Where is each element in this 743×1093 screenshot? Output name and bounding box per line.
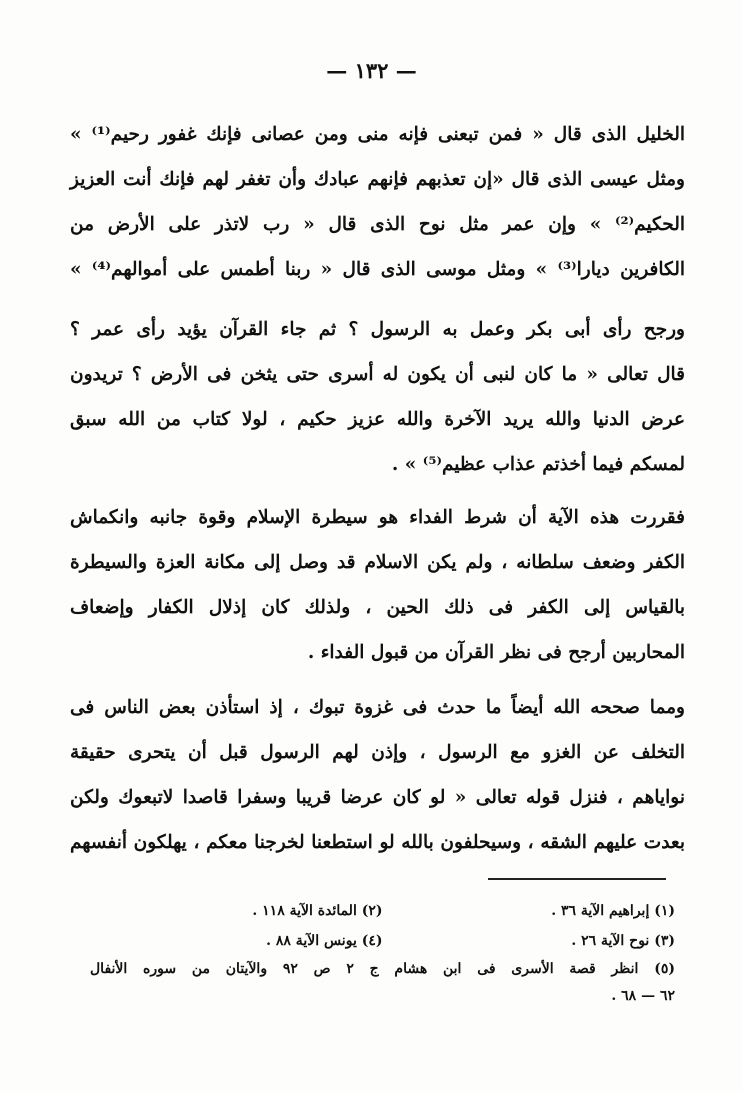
- footnote-3: (٣) نوح الآية ٢٦ .: [571, 933, 675, 949]
- text-line: المحاربين أرجح فى نظر القرآن من قبول الفداء .: [307, 642, 685, 663]
- text-line: الخليل الذى قال « فمن تبعنى فإنه منى ومن عصانى فإنك غفور رحيم⁽¹⁾ »: [70, 124, 685, 145]
- text-line: ومما صححه الله أيضاً ما حدث فى غزوة تبوك ، إذ استأذن بعض الناس فى: [70, 697, 685, 718]
- text-line: الحكيم⁽²⁾ » وإن عمر مثل نوح الذى قال « رب لاتذر على الأرض من: [70, 214, 685, 235]
- text-line: ومثل عيسى الذى قال «إن تعذبهم فإنهم عبادك وأن تغفر لهم فإنك أنت العزيز: [70, 169, 685, 190]
- text-line: نواياهم ، فنزل قوله تعالى « لو كان عرضا قريبا وسفرا قاصدا لاتبعوك ولكن: [70, 787, 685, 808]
- text-line: بالقياس إلى الكفر فى ذلك الحين ، ولذلك كان إذلال الكفار وإضعاف: [70, 597, 685, 618]
- text-line: قال تعالى « ما كان لنبى أن يكون له أسرى حتى يثخن فى الأرض ؟ تريدون: [70, 364, 685, 385]
- footnote-4: (٤) يونس الآية ٨٨ .: [266, 933, 383, 949]
- footnote-2: (٢) المائدة الآية ١١٨ .: [252, 903, 383, 919]
- footnote-1: (١) إبراهيم الآية ٣٦ .: [551, 903, 675, 919]
- paragraph-3: [70, 495, 685, 675]
- footnote-row: [90, 926, 675, 956]
- text-line: فقررت هذه الآية أن شرط الفداء هو سيطرة الإسلام وقوة جانبه وانكماش: [70, 507, 685, 528]
- text-line: الكفر وضعف سلطانه ، ولم يكن الاسلام قد وصل إلى مكانة العزة والسيطرة: [70, 552, 685, 573]
- text-line: عرض الدنيا والله يريد الآخرة والله عزيز حكيم ، لولا كتاب من الله سبق: [70, 409, 685, 430]
- text-line: ورجح رأى أبى بكر وعمل به الرسول ؟ ثم جاء القرآن يؤيد رأى عمر ؟: [70, 319, 685, 340]
- paragraph-2: [70, 307, 685, 487]
- paragraph-4: [70, 685, 685, 865]
- footnotes: [90, 896, 675, 1010]
- text-line: التخلف عن الغزو مع الرسول ، وإذن لهم الرسول قبل أن يتحرى حقيقة: [70, 742, 685, 763]
- paragraph-1: [70, 112, 685, 292]
- footnote-5: (٥) انظر قصة الأسرى فى ابن هشام ج ٢ ص ٩٢ والآيتان من سوره الأنفال: [90, 961, 675, 977]
- footnote-5-continuation: ٦٢ — ٦٨ .: [611, 988, 675, 1004]
- page-number: — ١٣٢ —: [326, 58, 417, 83]
- text-line: الكافرين ديارا⁽³⁾ » ومثل موسى الذى قال « ربنا أطمس على أموالهم⁽⁴⁾ »: [70, 259, 685, 280]
- text-line: لمسكم فيما أخذتم عذاب عظيم⁽⁵⁾ » .: [391, 454, 685, 475]
- footnote-separator: [488, 878, 666, 880]
- text-line: بعدت عليهم الشقه ، وسيحلفون بالله لو استطعنا لخرجنا معكم ، يهلكون أنفسهم: [70, 832, 685, 853]
- footnote-row: [90, 896, 675, 926]
